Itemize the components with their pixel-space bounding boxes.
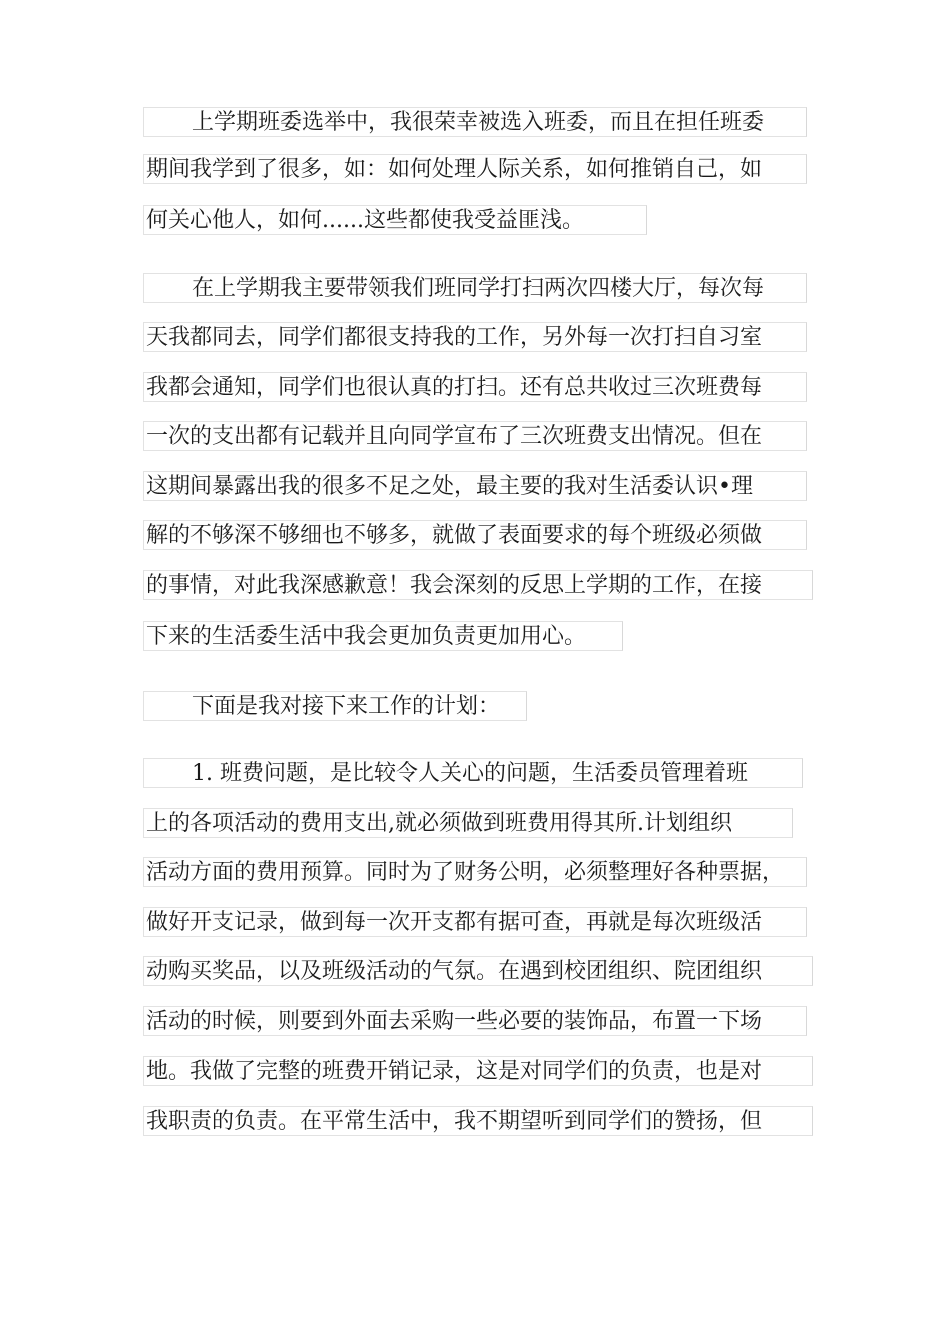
text-line: 做好开支记录，做到每一次开支都有据可查，再就是每次班级活 — [143, 907, 807, 937]
text-line: 天我都同去，同学们都很支持我的工作，另外每一次打扫自习室 — [143, 322, 807, 352]
text-line: 解的不够深不够细也不够多，就做了表面要求的每个班级必须做 — [143, 520, 807, 550]
text-line: 上学期班委选举中，我很荣幸被选入班委，而且在担任班委 — [143, 107, 807, 137]
text-line: 这期间暴露出我的很多不足之处，最主要的我对生活委认识•理 — [143, 471, 807, 501]
text-line: 下来的生活委生活中我会更加负责更加用心。 — [143, 621, 623, 651]
text-line: 上的各项活动的费用支出,就必须做到班费用得其所.计划组织 — [143, 808, 793, 838]
text-line: 1. 班费问题，是比较令人关心的问题，生活委员管理着班 — [143, 758, 803, 788]
text-line: 活动的时候，则要到外面去采购一些必要的装饰品，布置一下场 — [143, 1006, 807, 1036]
text-line: 活动方面的费用预算。同时为了财务公明，必须整理好各种票据， — [143, 857, 807, 887]
text-line: 何关心他人，如何......这些都使我受益匪浅。 — [143, 205, 647, 235]
text-line: 期间我学到了很多，如：如何处理人际关系，如何推销自己，如 — [143, 154, 807, 184]
text-line: 下面是我对接下来工作的计划： — [143, 691, 527, 721]
text-line: 的事情，对此我深感歉意！我会深刻的反思上学期的工作，在接 — [143, 570, 813, 600]
text-line: 我职责的负责。在平常生活中，我不期望听到同学们的赞扬，但 — [143, 1106, 813, 1136]
text-line: 我都会通知，同学们也很认真的打扫。还有总共收过三次班费每 — [143, 372, 807, 402]
text-line: 动购买奖品，以及班级活动的气氛。在遇到校团组织、院团组织 — [143, 956, 813, 986]
text-line: 一次的支出都有记载并且向同学宣布了三次班费支出情况。但在 — [143, 421, 807, 451]
text-line: 在上学期我主要带领我们班同学打扫两次四楼大厅，每次每 — [143, 273, 807, 303]
text-line: 地。我做了完整的班费开销记录，这是对同学们的负责，也是对 — [143, 1056, 813, 1086]
